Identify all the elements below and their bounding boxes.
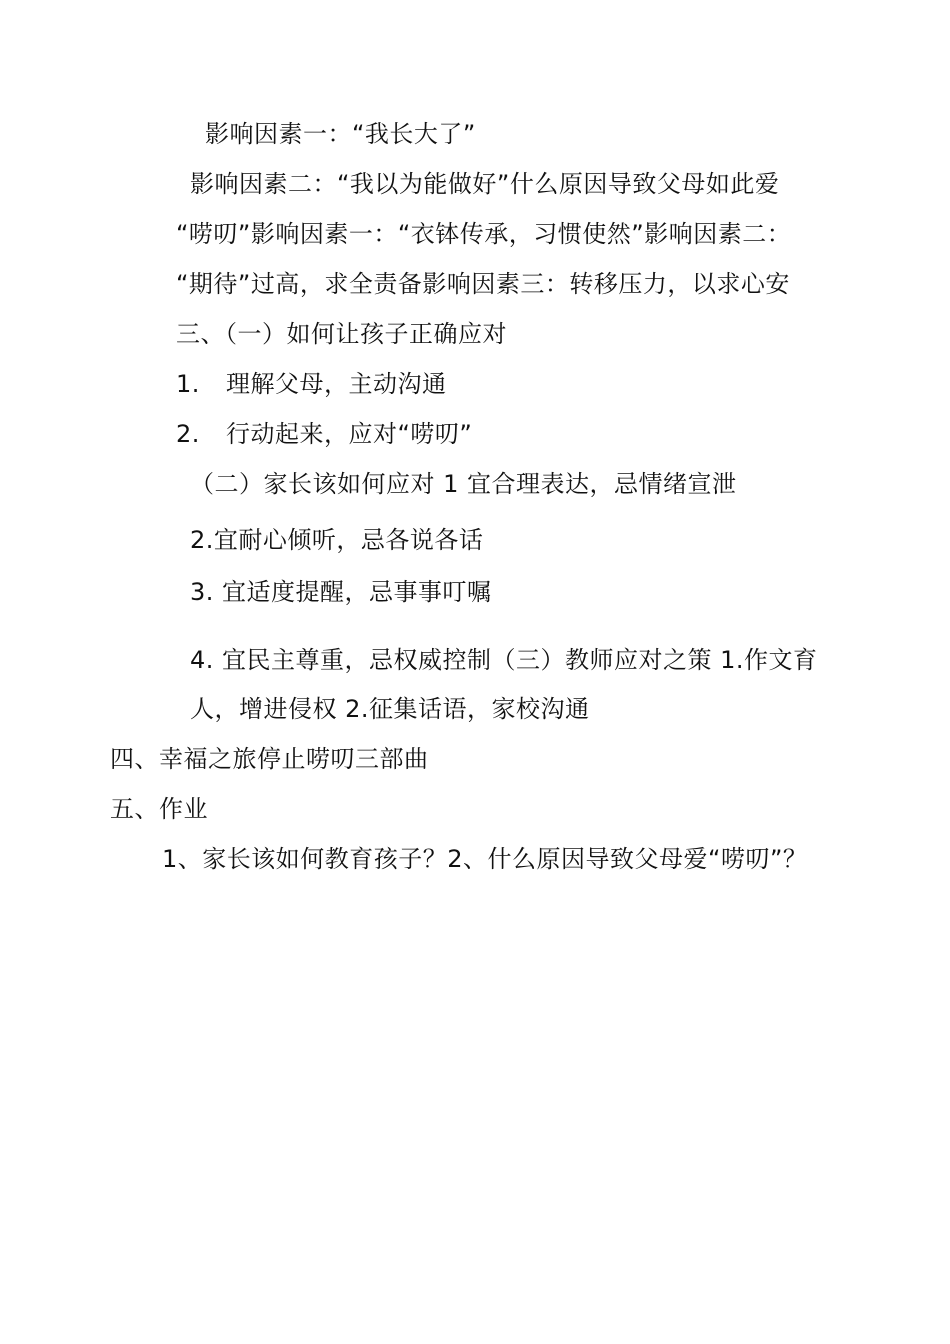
list-item-text: 理解父母，主动沟通 [226,370,447,398]
text-line-4: “期待”过高，求全责备影响因素三：转移压力，以求心安 [176,270,790,298]
text-line-3: “唠叨”影响因素一：“衣钵传承，习惯使然”影响因素二： [176,220,792,248]
list-item [176,418,472,450]
section-heading-3: 三、（一）如何让孩子正确应对 [176,320,507,348]
text-line-9: 2.宜耐心倾听，忌各说各话 [190,526,484,554]
text-line-2: 影响因素二：“我以为能做好”什么原因导致父母如此爱 [190,170,780,198]
text-line-1: 影响因素一：“我长大了” [205,120,476,148]
text-line-8: （二）家长该如何应对 1 宜合理表达，忌情绪宣泄 [190,470,737,498]
text-line-11: 4. 宜民主尊重，忌权威控制（三）教师应对之策 1.作文育 [190,646,818,674]
section-heading-4: 四、幸福之旅停止唠叨三部曲 [110,745,429,773]
list-number: 2. [176,420,200,448]
text-line-10: 3. 宜适度提醒，忌事事叮嘱 [190,578,492,606]
text-line-12: 人，增进侵权 2.征集话语，家校沟通 [190,695,590,723]
list-item [176,368,447,400]
list-item-text: 行动起来，应对“唠叨” [226,420,473,448]
list-number: 1. [176,370,200,398]
homework-questions: 1、家长该如何教育孩子？2、什么原因导致父母爱“唠叨”？ [162,845,808,873]
section-heading-5: 五、作业 [110,795,208,823]
